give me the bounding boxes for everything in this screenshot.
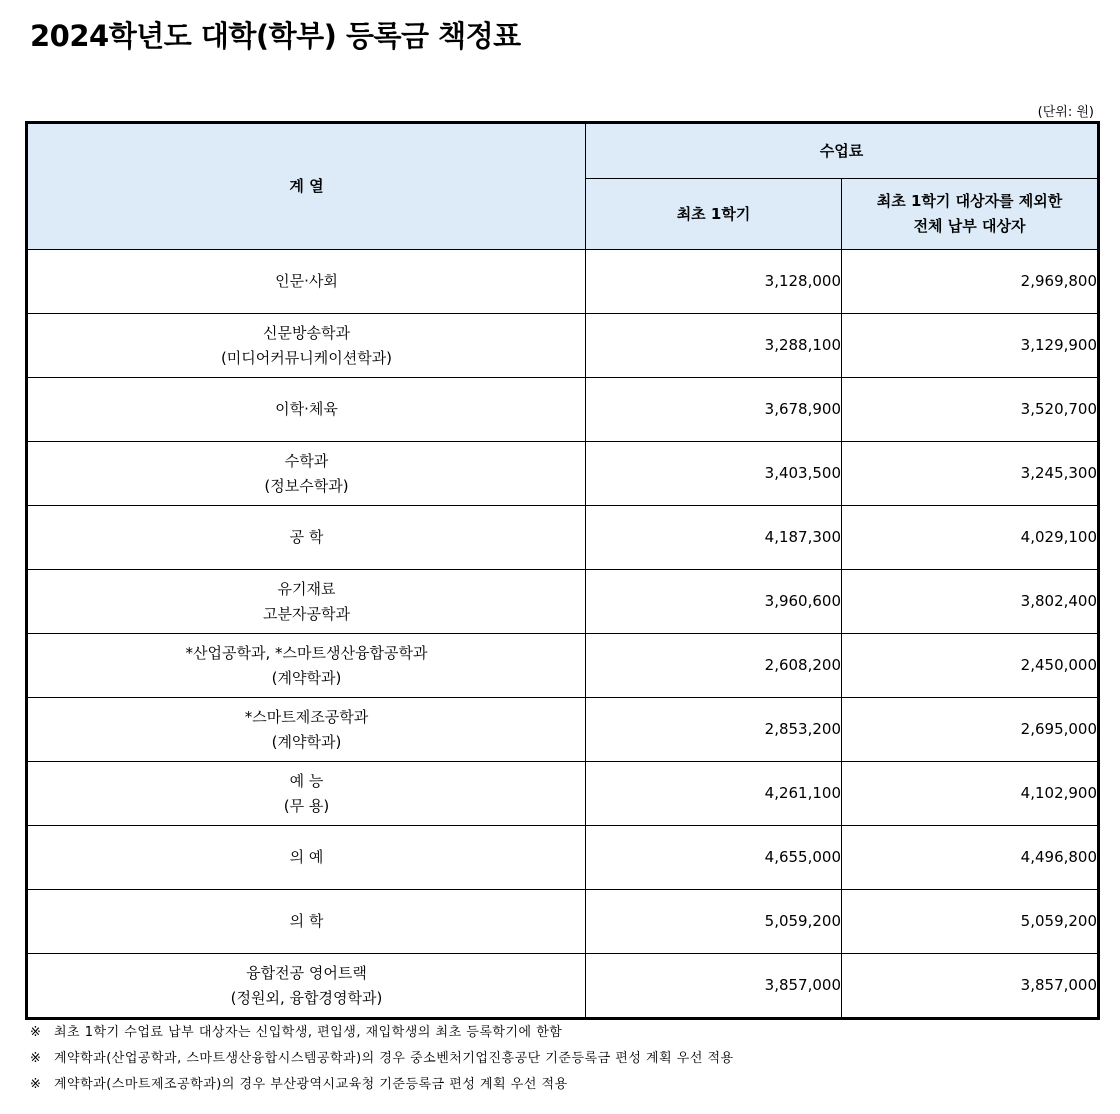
first-semester-cell: 4,655,000 (586, 826, 842, 890)
unit-label: (단위: 원) (1037, 105, 1094, 120)
other-payers-cell: 5,059,200 (842, 890, 1099, 954)
footnote (30, 1046, 734, 1072)
first-semester-cell: 3,960,600 (586, 570, 842, 634)
table-row (27, 378, 1099, 442)
other-payers-cell: 4,102,900 (842, 762, 1099, 826)
other-payers-cell: 2,695,000 (842, 698, 1099, 762)
other-payers-cell: 2,969,800 (842, 250, 1099, 314)
table-row (27, 314, 1099, 378)
other-payers-cell: 3,802,400 (842, 570, 1099, 634)
first-semester-cell: 3,857,000 (586, 954, 842, 1019)
table-row (27, 826, 1099, 890)
footnote-text: 최초 1학기 수업료 납부 대상자는 신입학생, 편입생, 재입학생의 최초 등록학기에 한함 (54, 1025, 563, 1040)
table-row (27, 634, 1099, 698)
reference-mark-icon: ※ (30, 1025, 42, 1040)
header-first-semester: 최초 1학기 (586, 179, 842, 250)
category-cell: 공 학 (27, 506, 586, 570)
category-cell: 의 예 (27, 826, 586, 890)
other-payers-cell: 3,129,900 (842, 314, 1099, 378)
reference-mark-icon: ※ (30, 1077, 42, 1092)
footnote-text: 계약학과(스마트제조공학과)의 경우 부산광역시교육청 기준등록금 편성 계획 우선 적용 (54, 1077, 568, 1092)
first-semester-cell: 4,187,300 (586, 506, 842, 570)
table-row (27, 250, 1099, 314)
category-cell: 의 학 (27, 890, 586, 954)
category-cell: *산업공학과, *스마트생산융합공학과 (계약학과) (27, 634, 586, 698)
first-semester-cell: 3,288,100 (586, 314, 842, 378)
footnote (30, 1020, 734, 1046)
table-row (27, 698, 1099, 762)
first-semester-cell: 5,059,200 (586, 890, 842, 954)
page-title: 2024학년도 대학(학부) 등록금 책정표 (30, 19, 521, 53)
category-cell: 유기재료 고분자공학과 (27, 570, 586, 634)
first-semester-cell: 4,261,100 (586, 762, 842, 826)
other-payers-cell: 3,520,700 (842, 378, 1099, 442)
other-payers-cell: 4,029,100 (842, 506, 1099, 570)
header-other-payers: 최초 1학기 대상자를 제외한 전체 납부 대상자 (842, 179, 1099, 250)
category-cell: *스마트제조공학과 (계약학과) (27, 698, 586, 762)
first-semester-cell: 3,678,900 (586, 378, 842, 442)
table-row (27, 442, 1099, 506)
first-semester-cell: 2,853,200 (586, 698, 842, 762)
category-cell: 이학·체육 (27, 378, 586, 442)
first-semester-cell: 3,403,500 (586, 442, 842, 506)
other-payers-cell: 3,857,000 (842, 954, 1099, 1019)
header-category: 계 열 (27, 123, 586, 250)
category-cell: 예 능 (무 용) (27, 762, 586, 826)
other-payers-cell: 4,496,800 (842, 826, 1099, 890)
other-payers-cell: 3,245,300 (842, 442, 1099, 506)
table-row (27, 954, 1099, 1019)
notes (30, 1020, 734, 1098)
tuition-table (25, 121, 1100, 1020)
first-semester-cell: 2,608,200 (586, 634, 842, 698)
reference-mark-icon: ※ (30, 1051, 42, 1066)
category-cell: 융합전공 영어트랙 (정원외, 융합경영학과) (27, 954, 586, 1019)
header-tuition: 수업료 (586, 123, 1099, 179)
table-row (27, 506, 1099, 570)
category-cell: 수학과 (정보수학과) (27, 442, 586, 506)
table-row (27, 570, 1099, 634)
footnote-text: 계약학과(산업공학과, 스마트생산융합시스템공학과)의 경우 중소벤처기업진흥공단 기준등록금 편성 계획 우선 적용 (54, 1051, 734, 1066)
first-semester-cell: 3,128,000 (586, 250, 842, 314)
footnote (30, 1072, 734, 1098)
other-payers-cell: 2,450,000 (842, 634, 1099, 698)
table-row (27, 762, 1099, 826)
table-row (27, 890, 1099, 954)
category-cell: 신문방송학과 (미디어커뮤니케이션학과) (27, 314, 586, 378)
category-cell: 인문·사회 (27, 250, 586, 314)
